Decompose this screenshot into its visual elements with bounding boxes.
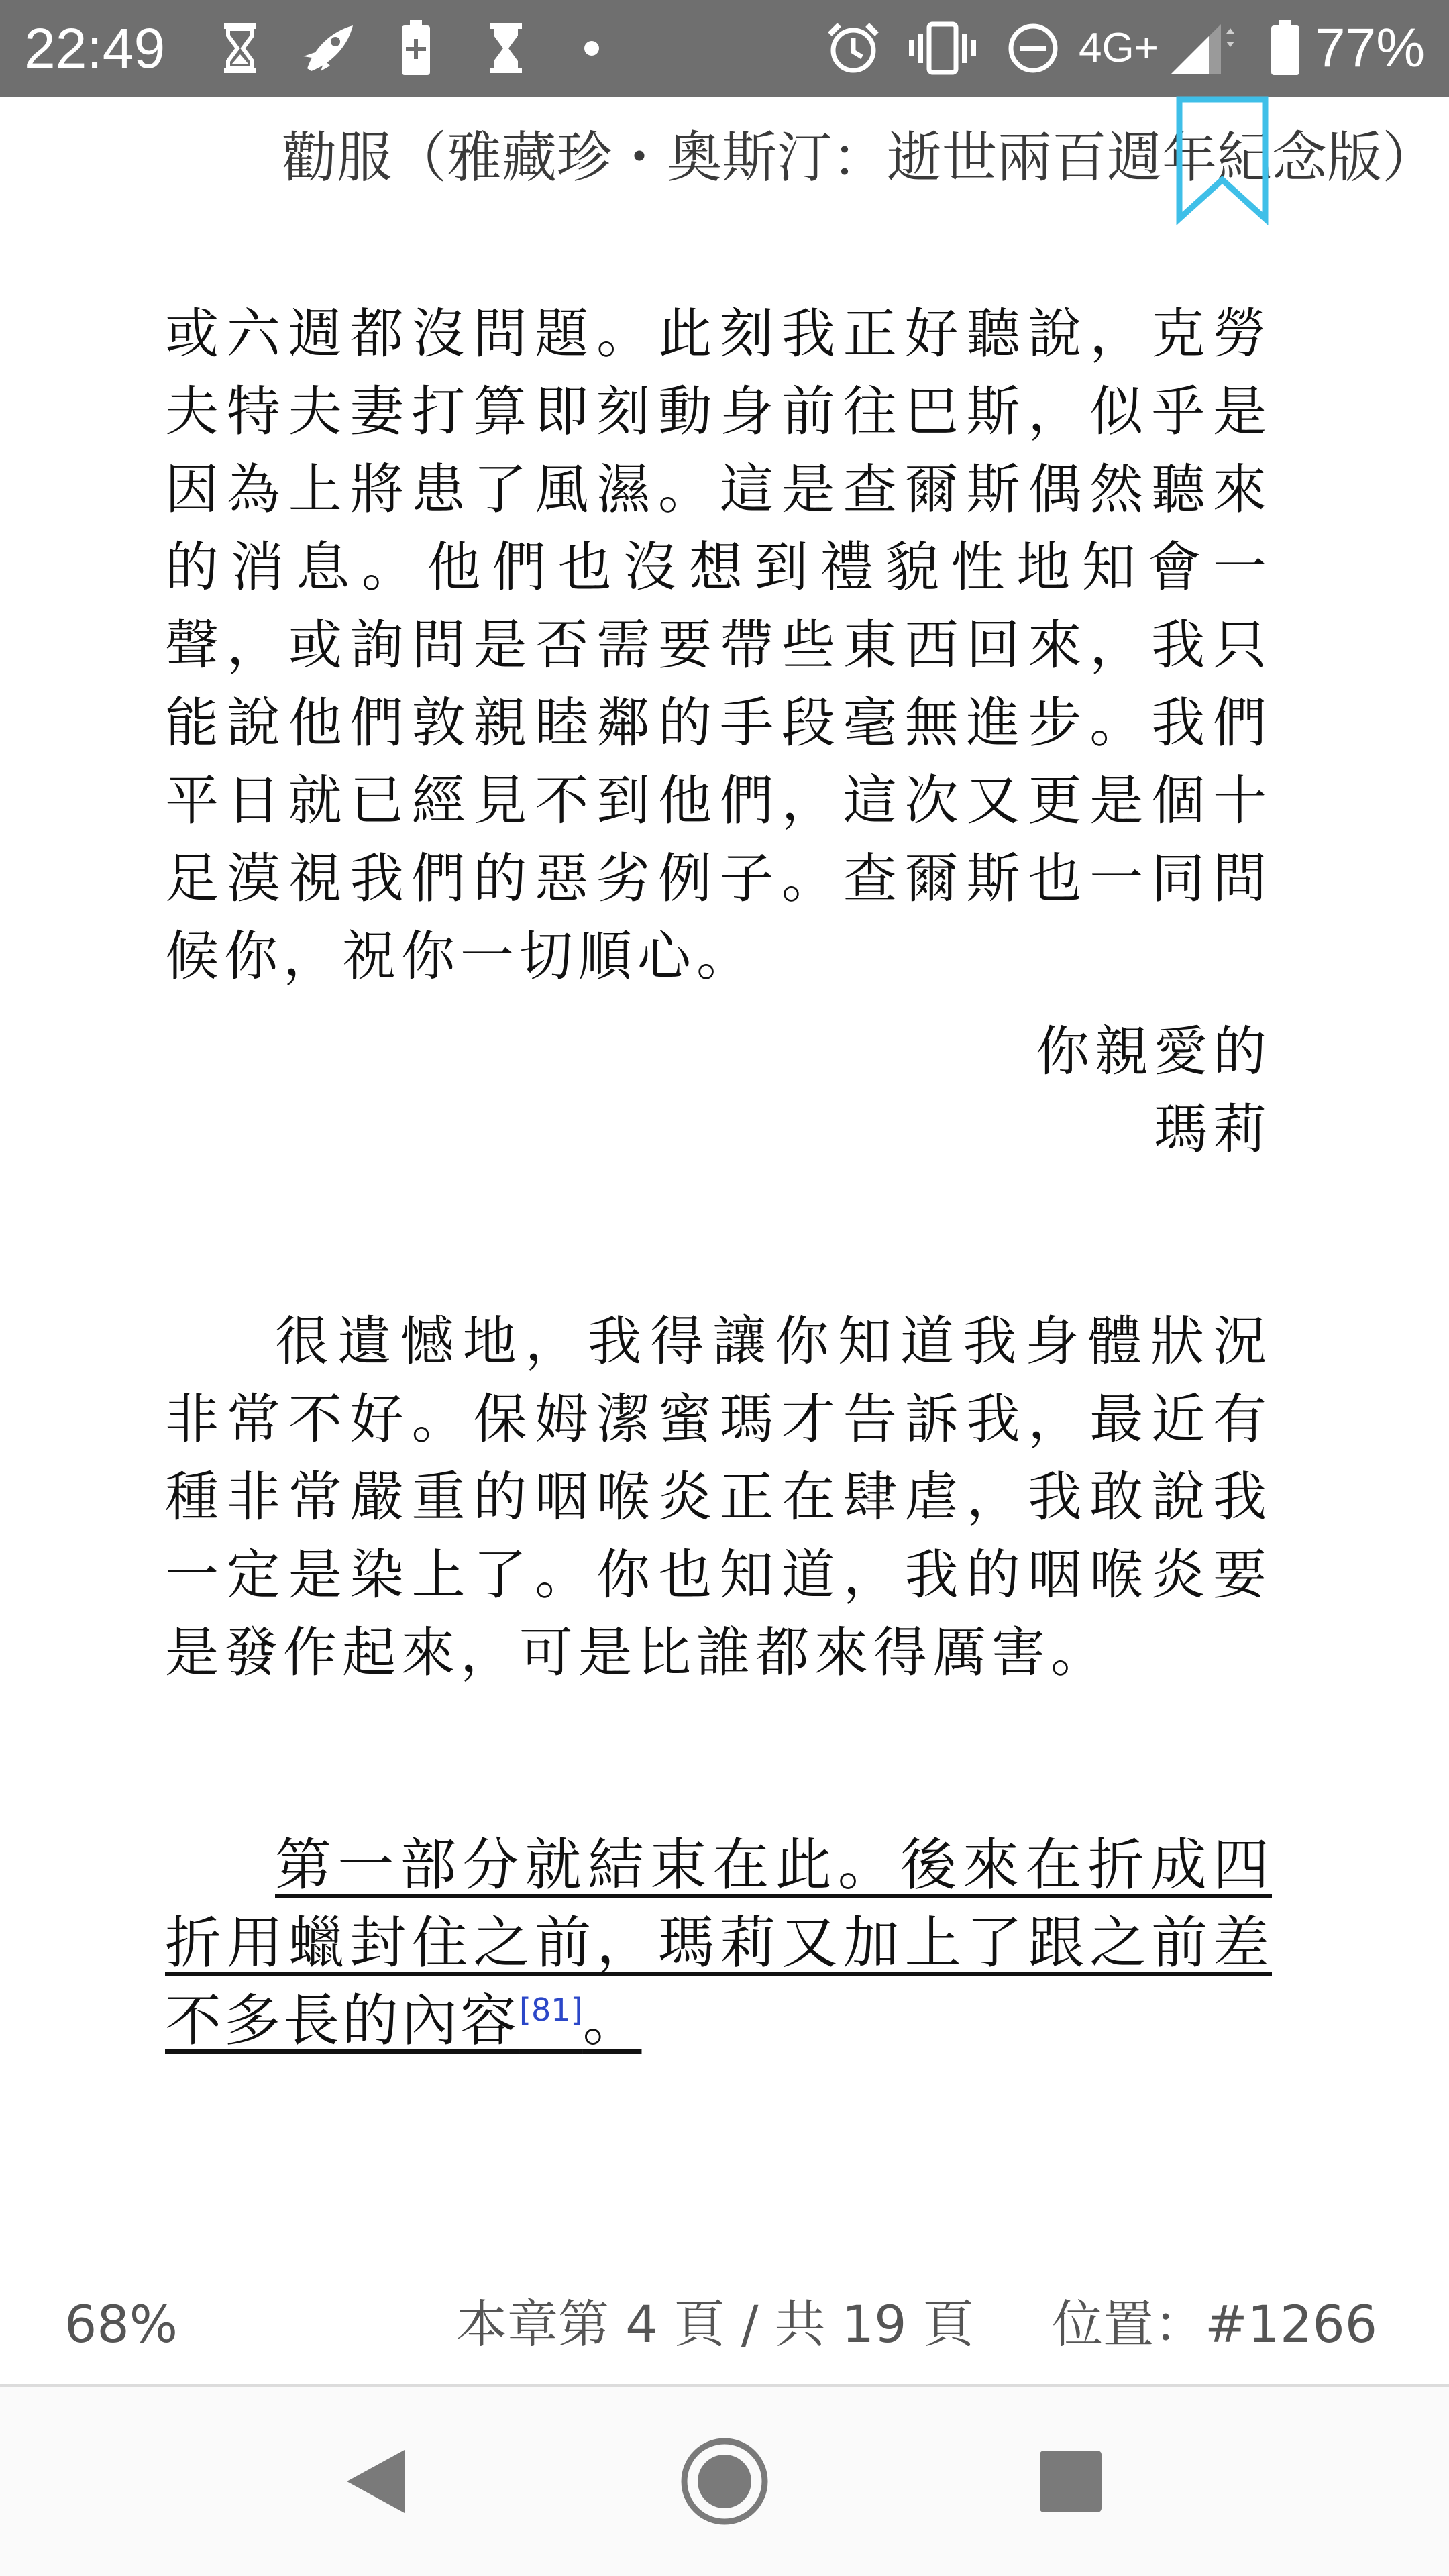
dot-icon — [578, 17, 605, 79]
do-not-disturb-icon — [1005, 17, 1061, 79]
location-info: 位置：#1266 — [1052, 2294, 1378, 2354]
battery-percent: 77% — [1315, 17, 1426, 78]
paragraph: 或六週都沒問題。此刻我正好聽說，克勞夫特夫妻打算即刻動身前往巴斯，似乎是因為上將患了風濕。這是查爾斯偶然聽來的消息。他們也沒想到禮貌性地知會一聲，或詢問是否需要帶些東西回來，我只能說他們敦親睦鄰的手段毫無進步。我們平日就已經見不到他們，這次又更是個十足漠視我們的惡劣例子。查爾斯也一同問候你，祝你一切順心。 — [165, 303, 1272, 987]
letter-signature: 瑪莉 — [1154, 1098, 1272, 1161]
rocket-icon — [299, 17, 358, 79]
hourglass-icon — [482, 17, 530, 79]
battery-saver-icon — [394, 17, 437, 79]
book-title: 勸服（雅藏珍・奧斯汀：逝世兩百週年紀念版） — [282, 126, 1438, 190]
letter-signoff: 你親愛的 — [1036, 1020, 1272, 1083]
hourglass-icon — [216, 17, 264, 79]
home-circle-icon — [678, 2434, 771, 2528]
signal-icon — [1167, 17, 1234, 79]
alarm-icon — [824, 17, 883, 79]
bookmark-icon[interactable] — [1175, 97, 1269, 224]
status-time: 22:49 — [24, 17, 166, 80]
editor-note-text: 第一部分就結束在此。後來在折成四折用蠟封住之前，瑪莉又加上了跟之前差不多長的內容 — [165, 1832, 1272, 2053]
home-button[interactable] — [624, 2387, 825, 2576]
reading-content — [165, 295, 1272, 2059]
back-triangle-icon — [339, 2445, 413, 2518]
recents-square-icon — [1037, 2448, 1104, 2515]
status-bar — [0, 0, 1449, 97]
battery-icon — [1265, 17, 1305, 79]
editor-note-end: 。 — [582, 1988, 642, 2053]
editor-note[interactable] — [165, 1826, 1272, 2059]
network-type: 4G+ — [1079, 25, 1159, 71]
reading-progress: 68% — [64, 2294, 178, 2354]
back-button[interactable] — [275, 2387, 476, 2576]
paragraph: 很遺憾地，我得讓你知道我身體狀況非常不好。保姆潔蜜瑪才告訴我，最近有種非常嚴重的咽喉炎正在肆虐，我敢說我一定是染上了。你也知道，我的咽喉炎要是發作起來，可是比誰都來得厲害。 — [165, 1310, 1272, 1684]
chapter-page-info: 本章第 4 頁 / 共 19 頁 — [456, 2294, 974, 2354]
footnote-link[interactable]: [81] — [519, 1992, 583, 2028]
navigation-bar — [0, 2387, 1449, 2576]
recents-button[interactable] — [970, 2387, 1171, 2576]
vibrate-icon — [907, 17, 978, 79]
